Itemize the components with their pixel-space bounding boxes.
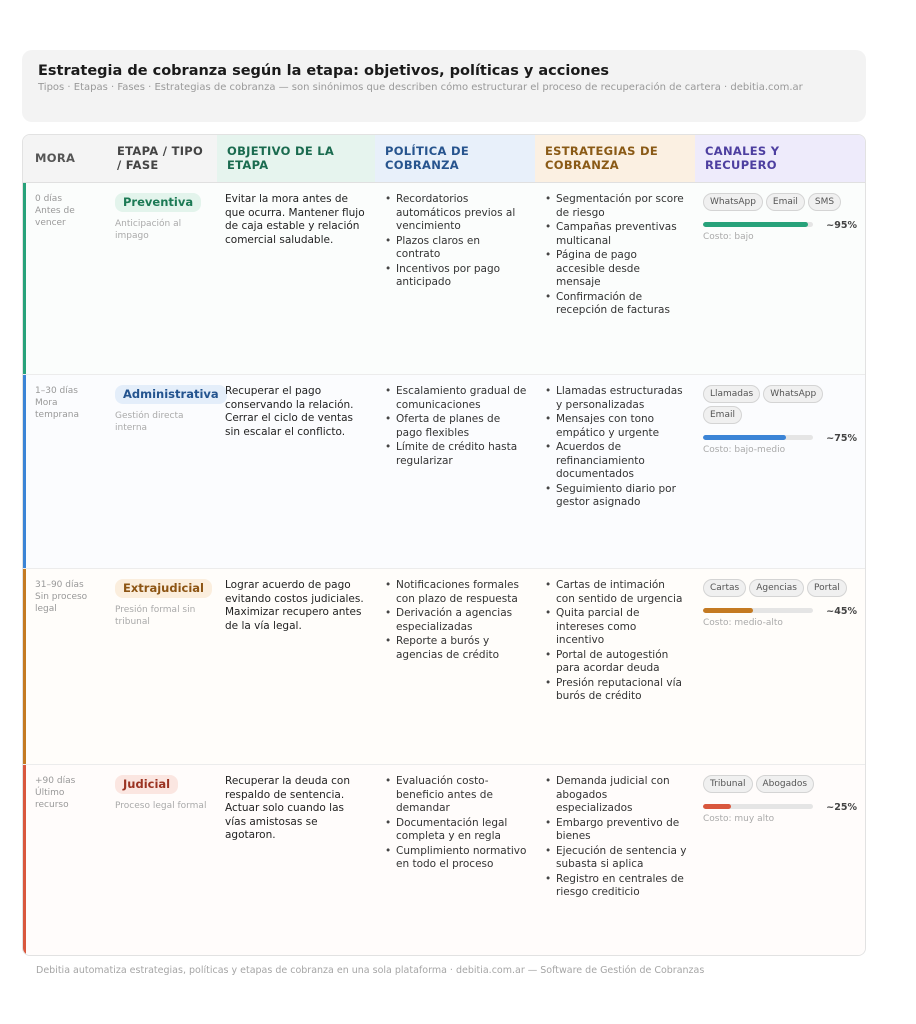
cost-label: Costo: muy alto [703, 814, 775, 824]
policy-item: • Documentación legal completa y en regla [383, 817, 527, 844]
table-row [23, 569, 865, 765]
cost-label: Costo: medio-alto [703, 618, 783, 628]
policy-item: • Oferta de planes de pago flexibles [383, 413, 527, 440]
strategy-item: • Embargo preventivo de bienes [543, 817, 687, 844]
stage-badge: Extrajudicial [115, 579, 212, 598]
objective-cell: Evitar la mora antes de que ocurra. Mantener flujo de caja estable y relación comercial saludable. [225, 193, 365, 246]
policy-item: • Plazos claros en contrato [383, 235, 527, 262]
strategy-cell [535, 183, 695, 374]
strategy-table [22, 134, 866, 956]
stage-cell [107, 375, 217, 568]
stage-description: Proceso legal formal [115, 801, 207, 811]
strategy-list [543, 579, 687, 704]
stage-description: Gestión directa interna [115, 411, 184, 433]
stage-cell [107, 183, 217, 374]
policy-cell [375, 183, 535, 374]
channel-chip: WhatsApp [703, 193, 763, 211]
policy-item: • Notificaciones formales con plazo de respuesta [383, 579, 527, 606]
channel-chip: Agencias [749, 579, 804, 597]
objective-cell: Recuperar el pago conservando la relación. Cerrar el ciclo de ventas sin escalar el conflicto. [225, 385, 354, 438]
stage-description: Presión formal sin tribunal [115, 605, 196, 627]
recovery-fill [703, 804, 731, 809]
strategy-item: • Portal de autogestión para acordar deuda [543, 649, 687, 676]
strategy-item: • Seguimiento diario por gestor asignado [543, 483, 687, 510]
mora-cell [23, 765, 107, 955]
recovery-fill [703, 222, 808, 227]
channels-cell [695, 765, 865, 955]
recovery-label: ~95% [826, 220, 857, 231]
mora-description: Último recurso [35, 788, 69, 810]
mora-description: Sin proceso legal [35, 592, 88, 614]
stage-cell [107, 765, 217, 955]
policy-item: • Recordatorios automáticos previos al vencimiento [383, 193, 527, 234]
recovery-track [703, 435, 813, 440]
stage-color-bar [23, 765, 26, 955]
policy-list [383, 385, 527, 468]
strategy-item: • Campañas preventivas multicanal [543, 221, 687, 248]
table-row [23, 375, 865, 569]
policy-cell [375, 765, 535, 955]
table-row [23, 765, 865, 955]
mora-description: Antes de vencer [35, 206, 75, 228]
channels-cell [695, 375, 865, 568]
recovery-label: ~25% [826, 802, 857, 813]
channel-chips [703, 579, 857, 597]
strategy-cell [535, 765, 695, 955]
recovery-track [703, 804, 813, 809]
strategy-cell [535, 569, 695, 764]
policy-list [383, 775, 527, 872]
column-header-canales: CANALES Y RECUPERO [695, 135, 865, 182]
strategy-list [543, 385, 687, 510]
channel-chips [703, 385, 857, 424]
stage-cell [107, 569, 217, 764]
table-body [23, 183, 865, 955]
channel-chips [703, 193, 857, 211]
channel-chip: Llamadas [703, 385, 760, 403]
strategy-item: • Registro en centrales de riesgo crediticio [543, 873, 687, 900]
stage-badge: Preventiva [115, 193, 201, 212]
strategy-list [543, 193, 687, 318]
channel-chips [703, 775, 857, 793]
stage-badge: Judicial [115, 775, 178, 794]
column-header-estrategias: ESTRATEGIAS DE COBRANZA [535, 135, 695, 182]
footer-note: Debitia automatiza estrategias, políticas y etapas de cobranza en una sola plataforma · debitia.com.ar — Software de Gestión de Cobranzas [36, 965, 705, 976]
policy-item: • Reporte a burós y agencias de crédito [383, 635, 527, 662]
stage-description: Anticipación al impago [115, 219, 182, 241]
policy-item: • Incentivos por pago anticipado [383, 263, 527, 290]
channel-chip: Portal [807, 579, 847, 597]
strategy-item: • Llamadas estructuradas y personalizadas [543, 385, 687, 412]
stage-color-bar [23, 375, 26, 568]
stage-badge: Administrativa [115, 385, 227, 404]
strategy-item: • Demanda judicial con abogados especializados [543, 775, 687, 816]
channel-chip: Cartas [703, 579, 746, 597]
policy-cell [375, 569, 535, 764]
recovery-progress [703, 430, 857, 444]
page-subtitle: Tipos · Etapas · Fases · Estrategias de cobranza — son sinónimos que describen cómo estructurar el proceso de recuperación de cartera · debitia.com.ar [38, 82, 803, 93]
table-header [23, 135, 865, 183]
mora-description: Mora temprana [35, 398, 79, 420]
mora-cell [23, 183, 107, 374]
mora-days: 0 días [35, 194, 63, 204]
policy-list [383, 193, 527, 290]
strategy-list [543, 775, 687, 900]
mora-days: 1–30 días [35, 386, 78, 396]
recovery-label: ~75% [826, 433, 857, 444]
strategy-item: • Presión reputacional vía burós de crédito [543, 677, 687, 704]
policy-item: • Escalamiento gradual de comunicaciones [383, 385, 527, 412]
policy-list [383, 579, 527, 662]
recovery-track [703, 222, 813, 227]
channel-chip: Email [766, 193, 805, 211]
strategy-item: • Mensajes con tono empático y urgente [543, 413, 687, 440]
strategy-item: • Cartas de intimación con sentido de urgencia [543, 579, 687, 606]
strategy-cell [535, 375, 695, 568]
column-header-objetivo: OBJETIVO DE LA ETAPA [217, 135, 375, 182]
policy-item: • Evaluación costo-beneficio antes de demandar [383, 775, 527, 816]
mora-cell [23, 375, 107, 568]
mora-days: +90 días [35, 776, 76, 786]
recovery-label: ~45% [826, 606, 857, 617]
header-card [22, 50, 866, 122]
cost-label: Costo: bajo-medio [703, 445, 786, 455]
policy-cell [375, 375, 535, 568]
column-header-politica: POLÍTICA DE COBRANZA [375, 135, 535, 182]
strategy-item: • Página de pago accesible desde mensaje [543, 249, 687, 290]
recovery-fill [703, 435, 786, 440]
strategy-item: • Confirmación de recepción de facturas [543, 291, 687, 318]
mora-days: 31–90 días [35, 580, 84, 590]
policy-item: • Límite de crédito hasta regularizar [383, 441, 527, 468]
channel-chip: SMS [808, 193, 841, 211]
recovery-fill [703, 608, 753, 613]
channels-cell [695, 183, 865, 374]
policy-item: • Cumplimiento normativo en todo el proceso [383, 845, 527, 872]
strategy-item: • Ejecución de sentencia y subasta si aplica [543, 845, 687, 872]
page-title: Estrategia de cobranza según la etapa: objetivos, políticas y acciones [38, 63, 610, 79]
strategy-item: • Quita parcial de intereses como incentivo [543, 607, 687, 648]
table-row [23, 183, 865, 375]
recovery-progress [703, 799, 857, 813]
recovery-track [703, 608, 813, 613]
channel-chip: WhatsApp [763, 385, 823, 403]
objective-cell: Lograr acuerdo de pago evitando costos judiciales. Maximizar recupero antes de la vía legal. [225, 579, 364, 632]
column-header-etapa: ETAPA / TIPO / FASE [107, 135, 217, 182]
recovery-progress [703, 217, 857, 231]
channels-cell [695, 569, 865, 764]
cost-label: Costo: bajo [703, 232, 754, 242]
objective-cell: Recuperar la deuda con respaldo de sentencia. Actuar solo cuando las vías amistosas se agotaron. [225, 775, 351, 841]
channel-chip: Tribunal [703, 775, 753, 793]
stage-color-bar [23, 569, 26, 764]
channel-chip: Email [703, 406, 742, 424]
strategy-item: • Segmentación por score de riesgo [543, 193, 687, 220]
stage-color-bar [23, 183, 26, 374]
strategy-item: • Acuerdos de refinanciamiento documentados [543, 441, 687, 482]
policy-item: • Derivación a agencias especializadas [383, 607, 527, 634]
channel-chip: Abogados [756, 775, 815, 793]
recovery-progress [703, 603, 857, 617]
mora-cell [23, 569, 107, 764]
column-header-mora: MORA [23, 135, 107, 182]
